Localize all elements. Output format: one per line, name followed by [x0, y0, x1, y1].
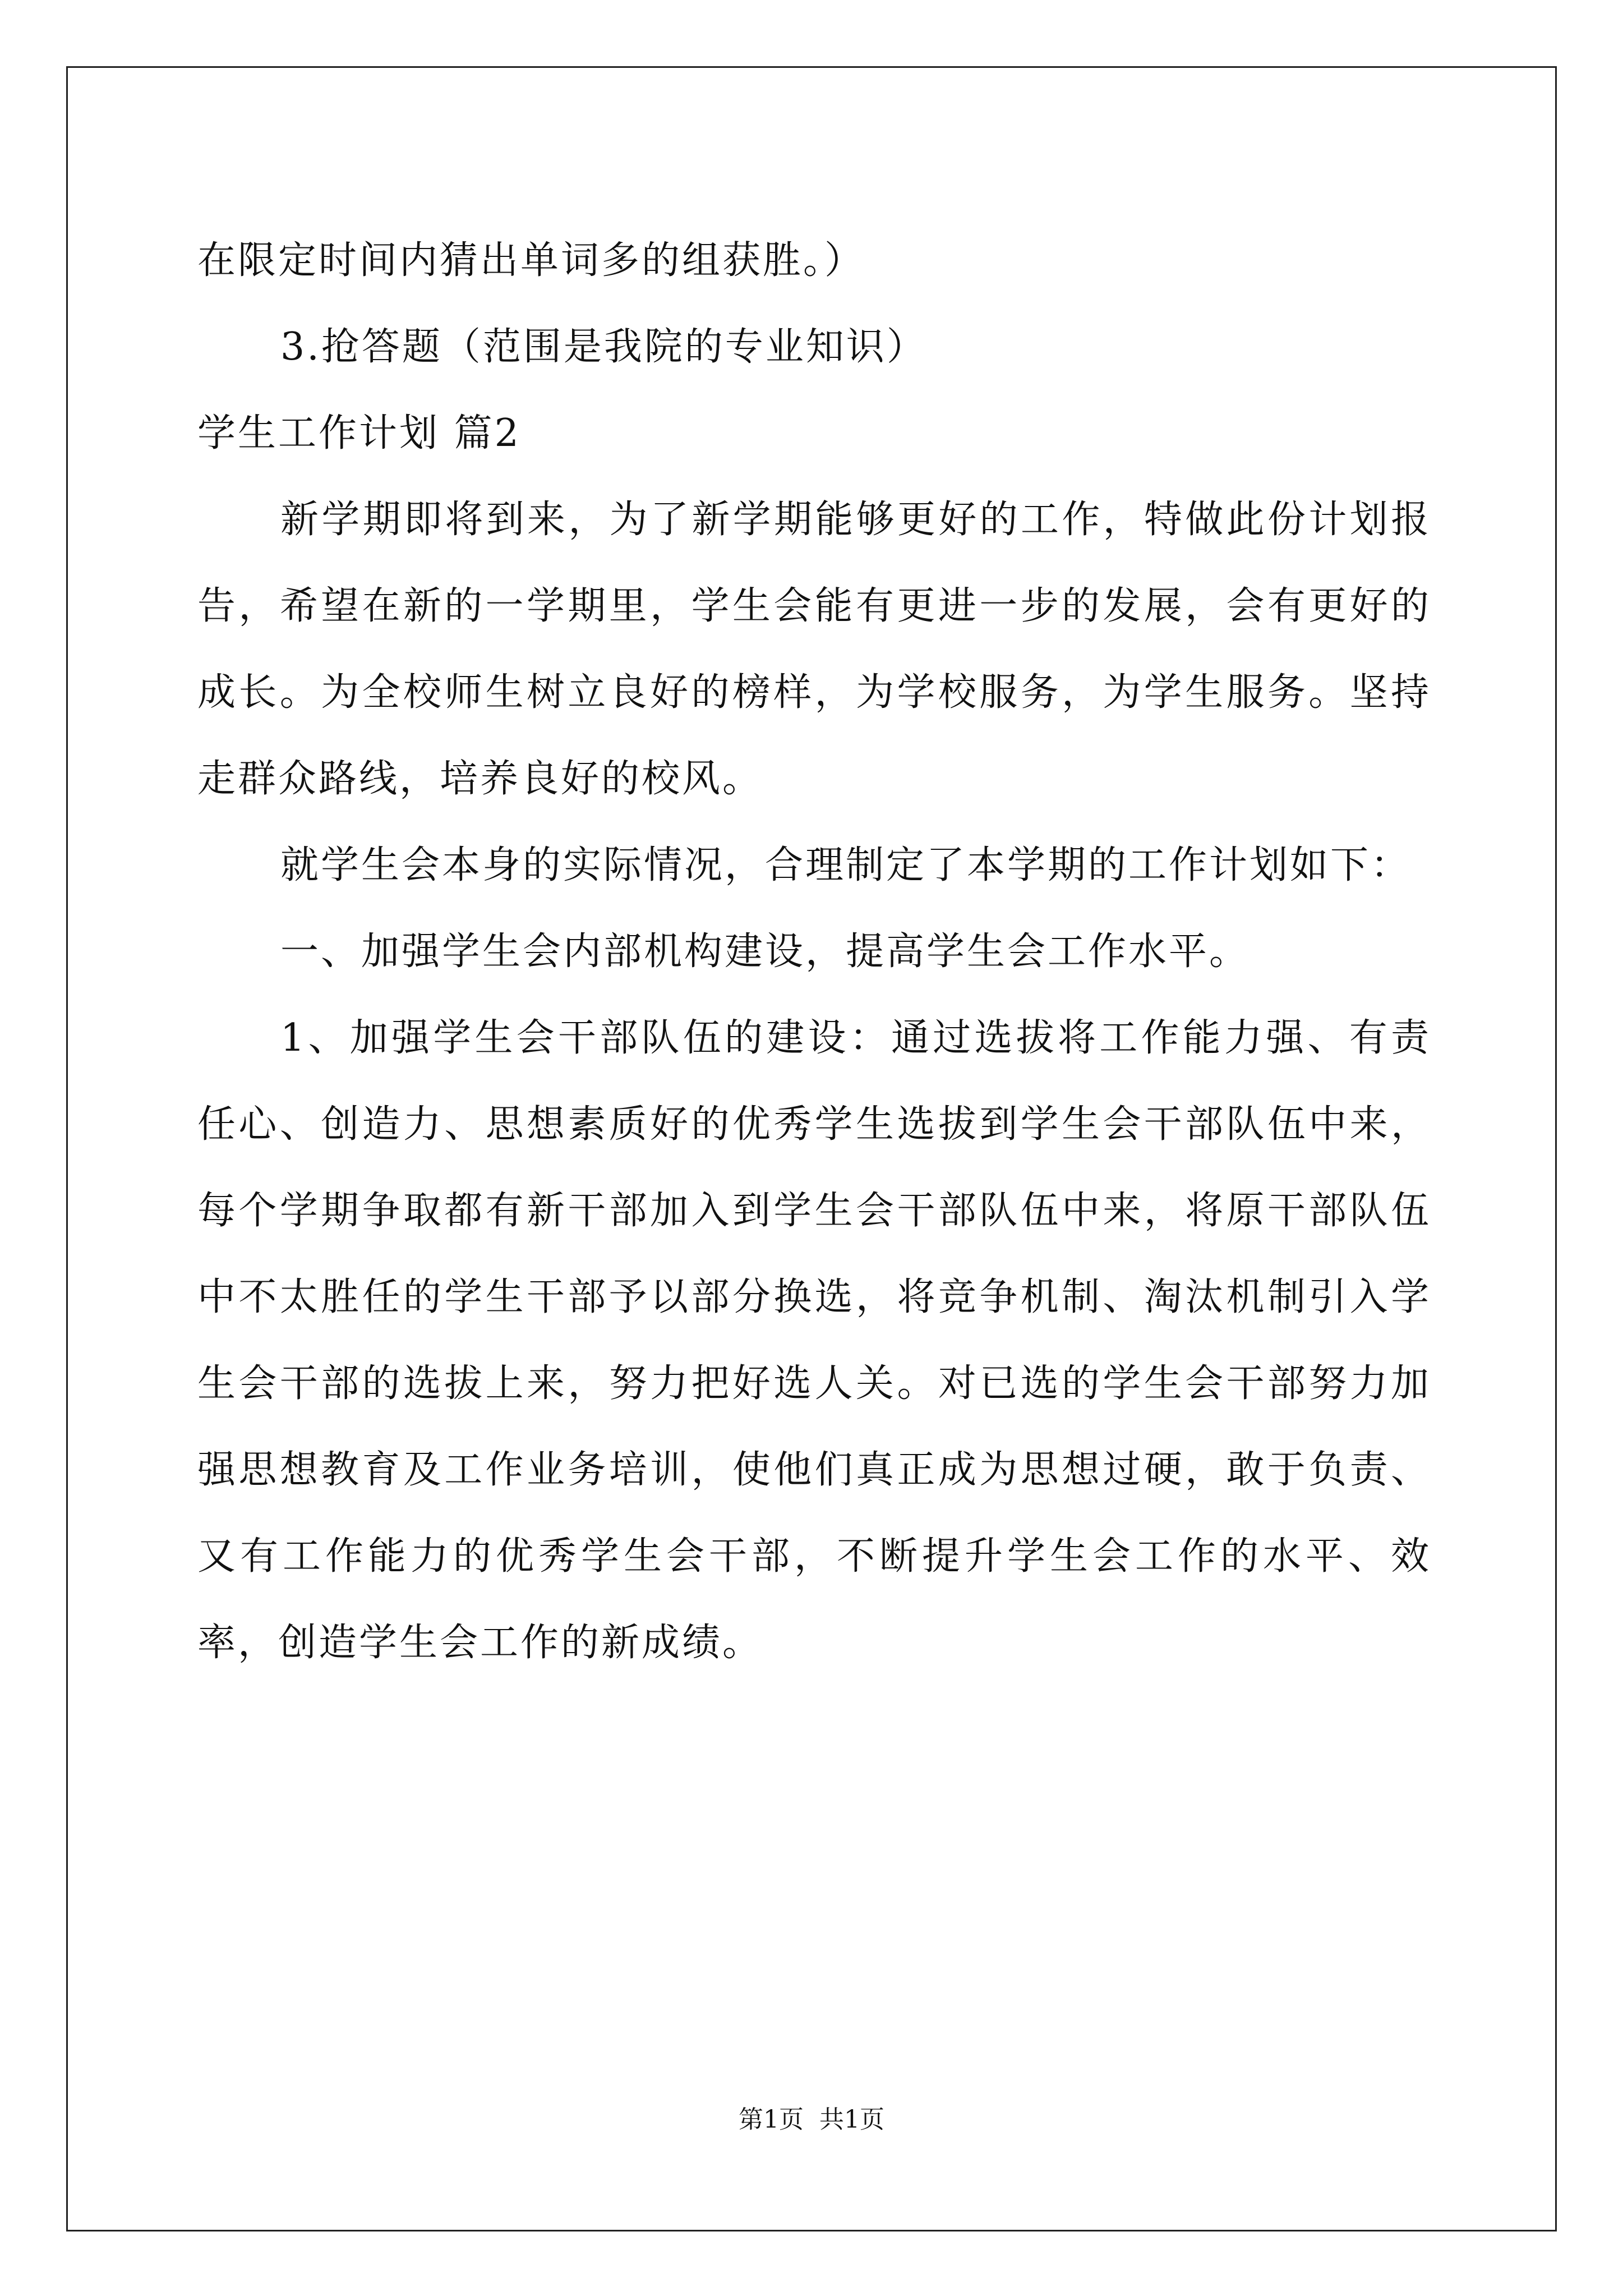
paragraph-section-one: 一、加强学生会内部机构建设，提高学生会工作水平。 [280, 930, 1250, 974]
page-total: 共1页 [819, 2105, 884, 2134]
paragraph-quiz-item: 3.抢答题（范围是我院的专业知识） [280, 325, 927, 369]
paragraph-continuation: 在限定时间内猜出单词多的组获胜。） [197, 238, 865, 283]
paragraph-intro: 新学期即将到来，为了新学期能够更好的工作，特做此份计划报告，希望在新的一学期里，学生会能有更进一步的发展，会有更好的成长。为全校师生树立良好的榜样，为学校服务，为学生服务。坚持走群众路线，培养良好的校风。 [197, 498, 1431, 801]
document-body [197, 218, 1431, 1686]
page-number: 第1页 [739, 2105, 804, 2134]
paragraph-plan-lead: 就学生会本身的实际情况，合理制定了本学期的工作计划如下： [280, 843, 1412, 887]
page-footer [0, 2099, 1623, 2135]
paragraph-item-one: 1、加强学生会干部队伍的建设：通过选拔将工作能力强、有责任心、创造力、思想素质好的优秀学生选拔到学生会干部队伍中来，每个学期争取都有新干部加入到学生会干部队伍中来，将原干部队伍中不太胜任的学生干部予以部分换选，将竞争机制、淘汰机制引入学生会干部的选拔上来，努力把好选人关。对已选的学生会干部努力加强思想教育及工作业务培训，使他们真正成为思想过硬，敢于负责、又有工作能力的优秀学生会干部，不断提升学生会工作的水平、效率，创造学生会工作的新成绩。 [197, 1016, 1431, 1665]
section-heading: 学生工作计划 篇2 [197, 411, 521, 455]
